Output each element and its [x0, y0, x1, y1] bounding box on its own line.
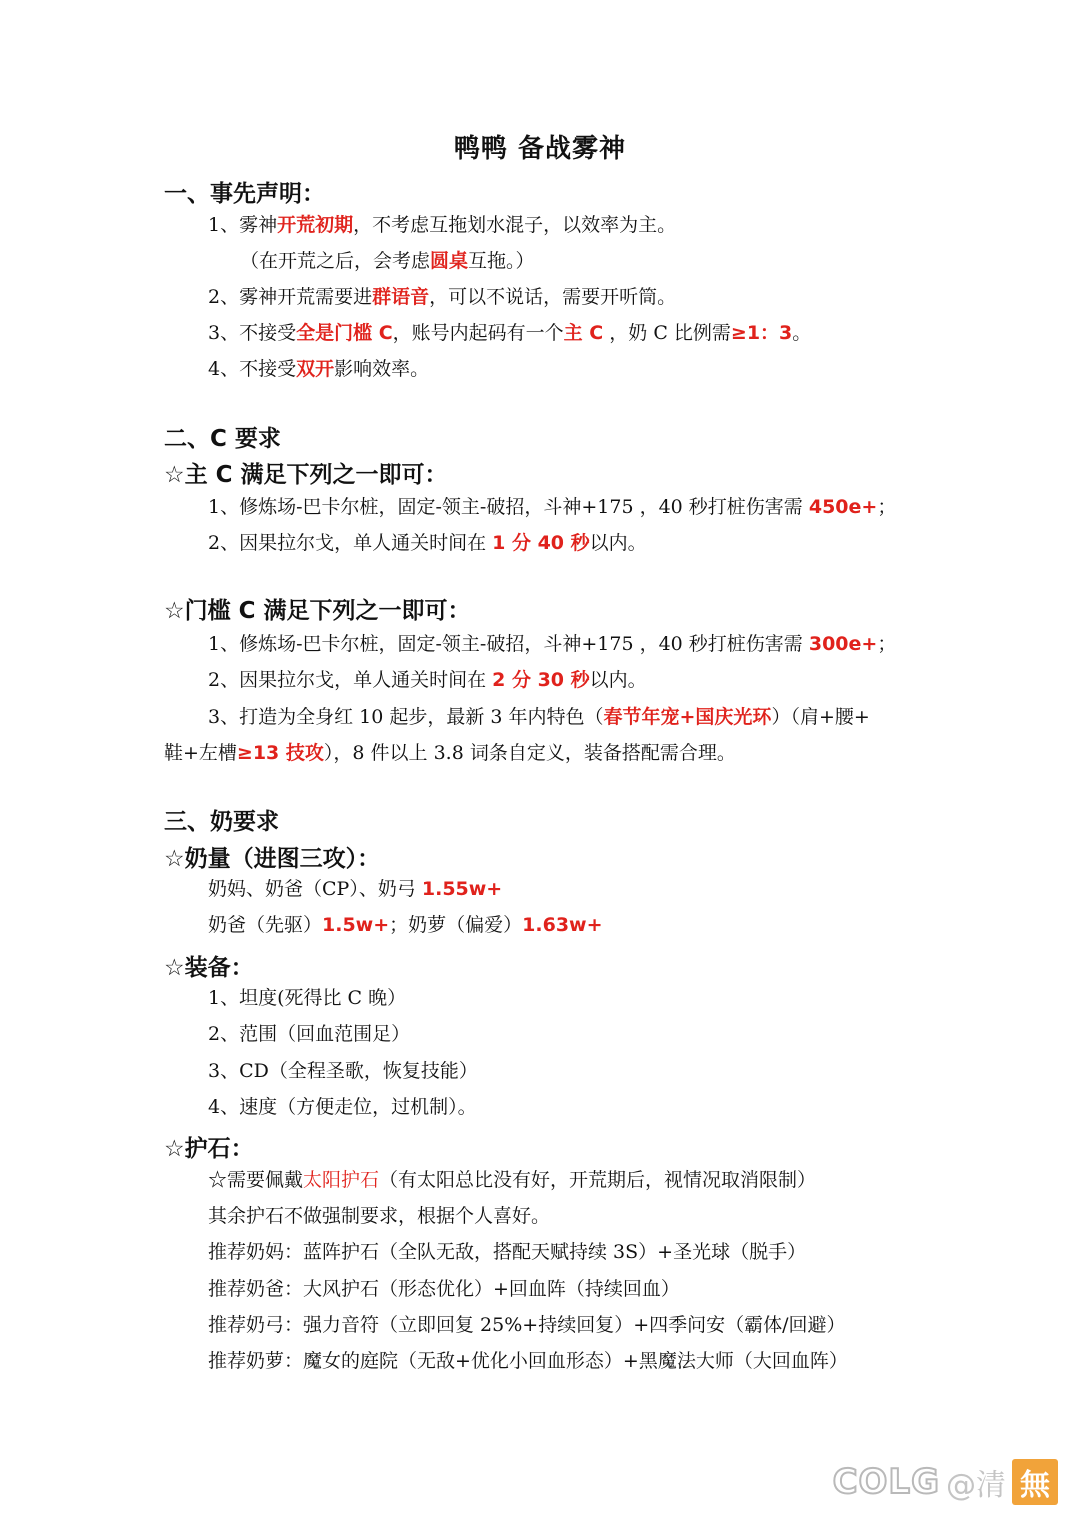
equipment-heading: ☆装备： — [164, 955, 254, 981]
guard-stone-line4: 推荐奶爸：大风护石（形态优化）+回血阵（持续回血） — [208, 1278, 680, 1300]
guard-stone-line6: 推荐奶萝：魔女的庭院（无敌+优化小回血形态）+黑魔法大师（大回血阵） — [208, 1350, 848, 1372]
heal-amount-line1: 奶妈、奶爸（CP）、奶弓 1.55w+ — [208, 878, 503, 900]
watermark-author: @清 — [946, 1468, 1006, 1503]
equipment-line3: 3、CD（全程圣歌，恢复技能） — [208, 1060, 478, 1082]
guard-stone-line1: ☆需要佩戴太阳护石（有太阳总比没有好，开荒期后，视情况取消限制） — [208, 1169, 817, 1191]
equipment-line1: 1、坦度(死得比 C 晚） — [208, 987, 407, 1009]
threshold-c-heading: ☆门槛 C 满足下列之一即可： — [164, 598, 471, 624]
threshold-c-line3-cont: 鞋+左槽≥13 技攻），8 件以上 3.8 词条自定义，装备搭配需合理。 — [164, 742, 736, 764]
main-c-heading: ☆主 C 满足下列之一即可： — [164, 462, 448, 488]
threshold-c-line1: 1、修炼场-巴卡尔桩，固定-领主-破招，斗神+175 ，40 秒打桩伤害需 300e+； — [208, 633, 897, 655]
s1-line4: 4、不接受双开影响效率。 — [208, 358, 430, 380]
main-c-line2: 2、因果拉尔戈，单人通关时间在 1 分 40 秒以内。 — [208, 532, 647, 554]
guard-stone-line3: 推荐奶妈：蓝阵护石（全队无敌，搭配天赋持续 3S）+圣光球（脱手） — [208, 1241, 807, 1263]
heal-amount-heading: ☆奶量（进图三攻）： — [164, 846, 381, 872]
section1-heading: 一、事先声明： — [164, 181, 325, 207]
equipment-line4: 4、速度（方便走位，过机制）。 — [208, 1096, 477, 1118]
watermark — [833, 1459, 1058, 1505]
guard-stone-line5: 推荐奶弓：强力音符（立即回复 25%+持续回复）+四季问安（霸体/回避） — [208, 1314, 846, 1336]
threshold-c-line3: 3、打造为全身红 10 起步，最新 3 年内特色（春节年宠+国庆光环）（肩+腰+ — [208, 706, 870, 728]
s1-line3: 3、不接受全是门槛 C，账号内起码有一个主 C ，奶 C 比例需≥1：3。 — [208, 322, 812, 344]
s1-line1-note: （在开荒之后，会考虑圆桌互拖。） — [240, 250, 535, 272]
main-c-line1: 1、修炼场-巴卡尔桩，固定-领主-破招，斗神+175 ，40 秒打桩伤害需 450e+； — [208, 496, 897, 518]
section3-heading: 三、奶要求 — [164, 809, 279, 835]
threshold-c-line2: 2、因果拉尔戈，单人通关时间在 2 分 30 秒以内。 — [208, 669, 647, 691]
colg-logo: COLG — [832, 1462, 940, 1502]
document-title: 鸭鸭 备战雾神 — [453, 134, 627, 164]
s1-line2: 2、雾神开荒需要进群语音，可以不说话，需要开听筒。 — [208, 286, 677, 308]
s1-line1: 1、雾神开荒初期，不考虑互拖划水混子，以效率为主。 — [208, 214, 677, 236]
section2-heading: 二、C 要求 — [164, 426, 281, 452]
guard-stone-line2: 其余护石不做强制要求，根据个人喜好。 — [208, 1205, 551, 1227]
equipment-line2: 2、范围（回血范围足） — [208, 1023, 411, 1045]
author-badge-icon: 無 — [1012, 1459, 1058, 1505]
guard-stone-heading: ☆护石： — [164, 1136, 254, 1162]
heal-amount-line2: 奶爸（先驱）1.5w+；奶萝（偏爱）1.63w+ — [208, 914, 603, 936]
